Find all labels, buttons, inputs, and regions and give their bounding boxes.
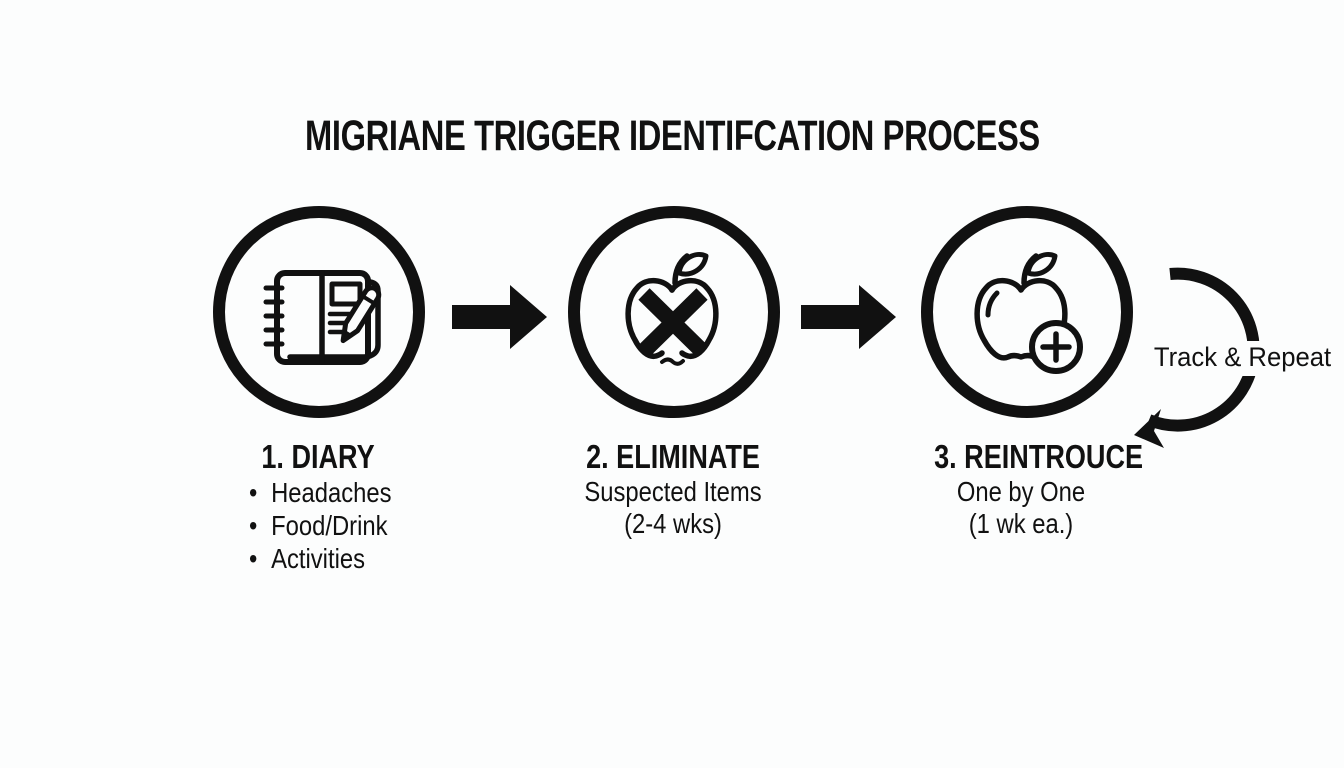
step2-subline-2: (2-4 wks) [624,508,722,539]
apple-crossed-out-icon [622,250,724,368]
list-item [249,542,392,575]
arrow-right-icon [452,284,548,350]
bullet-icon: • [249,510,258,541]
arrow-right-icon [801,284,897,350]
page-title-text: MIGRIANE TRIGGER IDENTIFCATION PROCESS [304,112,1040,160]
apple-add-icon [972,250,1090,378]
step2-subline-1: Suspected Items [584,476,762,507]
x-mark-icon [644,294,702,351]
step3-heading: 3. REINTROUCE [934,438,1144,475]
step1-bullet-list [249,476,392,575]
bullet-text: Food/Drink [271,510,388,541]
list-item [249,476,392,509]
loop-label: Track & Repeat [1152,341,1337,376]
page-title [0,112,1344,161]
bullet-icon: • [249,477,258,508]
step3-subline-1: One by One [956,476,1086,507]
bullet-text: Activities [271,543,365,574]
apple-highlight [988,293,997,315]
bullet-icon: • [249,543,258,574]
step2-sublines [583,476,763,540]
step3-sublines [931,476,1111,540]
notebook-photo-box [332,284,360,304]
step1-heading: 1. DIARY [261,438,375,475]
step3-subline-2: (1 wk ea.) [968,508,1074,539]
list-item [249,509,392,542]
diary-notebook-pencil-icon [262,266,392,368]
apple-bottom-squiggle [662,360,683,364]
step2-heading: 2. ELIMINATE [586,438,760,475]
bullet-text: Headaches [271,477,392,508]
